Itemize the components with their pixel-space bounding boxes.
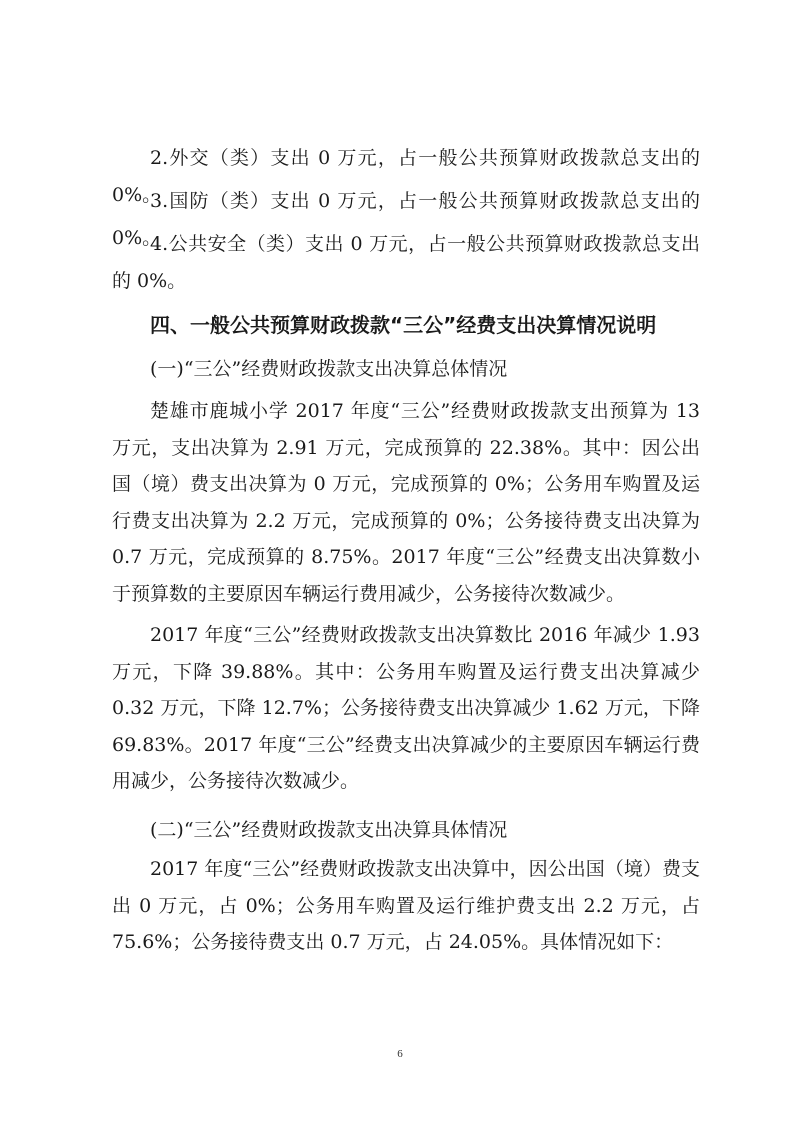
page-number: 6	[397, 1048, 403, 1060]
subsection-1-heading: (一)“三公”经费财政拨款支出决算总体情况	[150, 358, 508, 380]
subsection-1-body: 楚雄市鹿城小学 2017 年度“三公”经费财政拨款支出预算为 13 万元，支出决算为 2.91 万元，完成预算的 22.38%。其中：因公出国（境）费支出决算为 0 万元，完成预算的 0%；公务用车购置及运行费支出决算为 2.2 万元，完成预算的 0%；公务接待费支出决算为0.7 万元，完成预算的 8.75%。2017 年度“三公”经费支出决算数小于预算数的主要原因车辆运行费用减少，公务接待次数减少。	[112, 400, 700, 605]
paragraph-public-security: 4.公共安全（类）支出 0 万元，占一般公共预算财政拨款总支出的 0%。	[112, 233, 700, 292]
subsection-2-body: 2017 年度“三公”经费财政拨款支出决算中，因公出国（境）费支出 0 万元，占 0%；公务用车购置及运行维护费支出 2.2 万元，占 75.6%；公务接待费支出 0.7 万元，占 24.05%。具体情况如下：	[112, 858, 700, 954]
subsection-1-comparison: 2017 年度“三公”经费财政拨款支出决算数比 2016 年减少 1.93 万元，下降 39.88%。其中：公务用车购置及运行费支出决算减少 0.32 万元，下降 12.7%；公务接待费支出决算减少 1.62 万元，下降 69.83%。2017 年度“三公”经费支出决算减少的主要原因车辆运行费用减少，公务接待次数减少。	[112, 624, 700, 793]
paragraph-national-defense: 3.国防（类）支出 0 万元，占一般公共预算财政拨款总支出的 0%。	[112, 190, 700, 249]
paragraph-foreign-affairs: 2.外交（类）支出 0 万元，占一般公共预算财政拨款总支出的 0%。	[112, 147, 700, 206]
subsection-2-heading: (二)“三公”经费财政拨款支出决算具体情况	[150, 819, 508, 841]
section-heading: 四、一般公共预算财政拨款“三公”经费支出决算情况说明	[150, 313, 657, 337]
